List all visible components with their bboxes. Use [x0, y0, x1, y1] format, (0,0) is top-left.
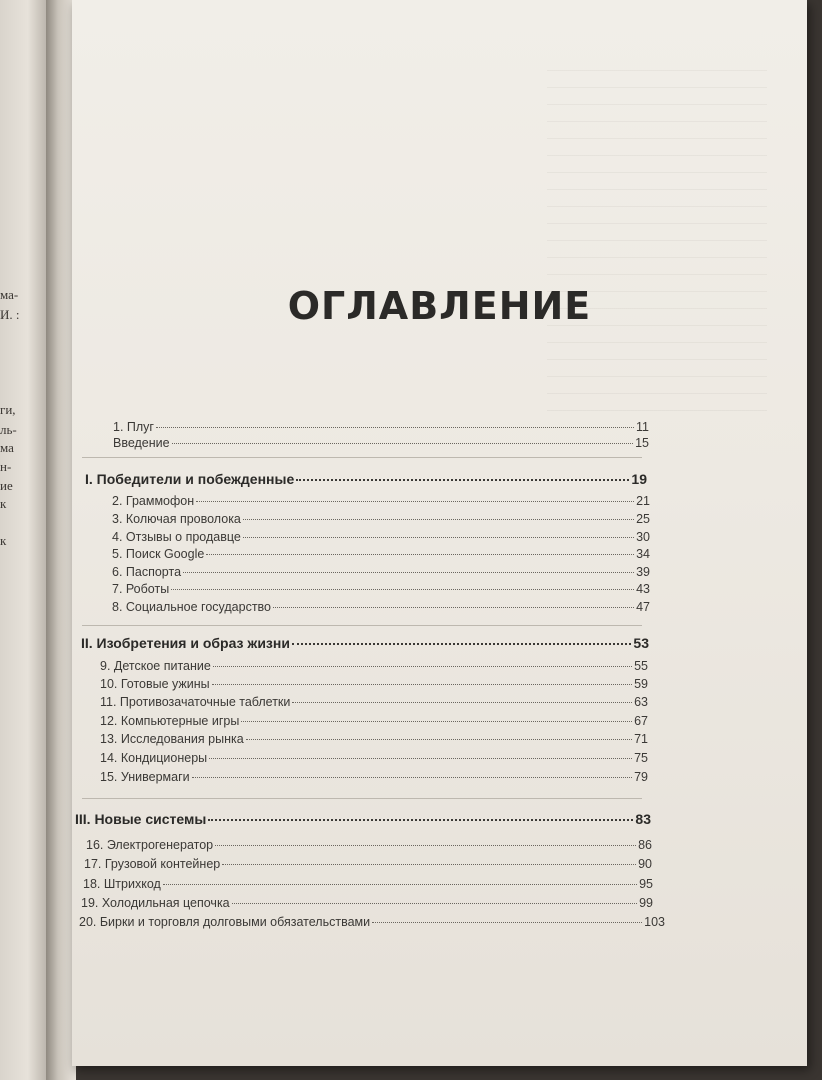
- toc-entry-page: 25: [636, 512, 650, 526]
- leader-dots: [196, 501, 634, 502]
- toc-entry-label: 20. Бирки и торговля долговыми обязательствами: [79, 915, 371, 929]
- toc-entry-page: 15: [635, 436, 649, 450]
- toc-entry[interactable]: [81, 896, 653, 910]
- leader-dots: [246, 739, 632, 740]
- left-page-text: к: [0, 533, 7, 548]
- toc-entry[interactable]: [112, 494, 650, 508]
- toc-entry[interactable]: [100, 677, 648, 691]
- toc-entry[interactable]: [100, 770, 648, 784]
- toc-entry-page: 99: [639, 896, 653, 910]
- section-divider: [82, 457, 642, 458]
- toc-entry-label: 7. Роботы: [112, 582, 170, 596]
- leader-dots: [243, 519, 634, 520]
- leader-dots: [212, 684, 632, 685]
- toc-page: [72, 0, 807, 1066]
- leader-dots: [156, 427, 634, 428]
- section-title: I. Победители и побежденные: [85, 471, 295, 487]
- toc-entry-page: 63: [634, 695, 648, 709]
- toc-section-heading[interactable]: [75, 811, 651, 827]
- section-page: 53: [633, 635, 649, 651]
- toc-entry-label: 4. Отзывы о продавце: [112, 530, 241, 544]
- leader-dots: [209, 758, 632, 759]
- leader-dots: [232, 903, 637, 904]
- toc-entry-label: 11. Противозачаточные таблетки: [100, 695, 291, 709]
- leader-dots: [273, 607, 634, 608]
- toc-section-heading[interactable]: [81, 635, 649, 651]
- toc-entry-label: 2. Граммофон: [112, 494, 195, 508]
- leader-dots: [292, 702, 632, 703]
- leader-dots: [213, 666, 632, 667]
- leader-dots: [241, 721, 632, 722]
- toc-entry[interactable]: [100, 714, 648, 728]
- section-page: 83: [635, 811, 651, 827]
- toc-entry-page: 95: [639, 877, 653, 891]
- toc-entry-label: 15. Универмаги: [100, 770, 190, 784]
- section-title: II. Изобретения и образ жизни: [81, 635, 290, 651]
- toc-entry-page: 21: [636, 494, 650, 508]
- left-page-text: ие: [0, 478, 13, 493]
- left-page-text: ги,: [0, 402, 16, 417]
- toc-entry[interactable]: [100, 732, 648, 746]
- toc-entry[interactable]: [100, 751, 648, 765]
- toc-entry[interactable]: [100, 659, 648, 673]
- toc-entry[interactable]: [112, 582, 650, 596]
- section-divider: [82, 625, 642, 626]
- toc-entry-label: 16. Электрогенератор: [86, 838, 214, 852]
- toc-entry[interactable]: [86, 838, 652, 852]
- toc-entry-page: 30: [636, 530, 650, 544]
- toc-entry[interactable]: [84, 857, 652, 871]
- leader-dots: [243, 537, 634, 538]
- toc-entry[interactable]: [112, 547, 650, 561]
- toc-entry-label: 19. Холодильная цепочка: [81, 896, 230, 910]
- toc-entry-label: 9. Детское питание: [100, 659, 211, 673]
- page-title: ОГЛАВЛЕНИЕ: [287, 284, 592, 328]
- left-page-text: н-: [0, 459, 12, 474]
- toc-entry[interactable]: [112, 600, 650, 614]
- toc-entry-page: 43: [636, 582, 650, 596]
- toc-entry-page: 47: [636, 600, 650, 614]
- table-of-contents: [72, 0, 807, 1066]
- section-title: III. Новые системы: [75, 811, 207, 827]
- toc-entry-page: 103: [644, 915, 665, 929]
- leader-dots: [172, 443, 633, 444]
- leader-dots: [171, 589, 634, 590]
- left-page-text: ма: [0, 440, 14, 455]
- leader-dots: [222, 864, 636, 865]
- toc-entry-label: 6. Паспорта: [112, 565, 182, 579]
- toc-entry-page: 79: [634, 770, 648, 784]
- toc-entry-page: 75: [634, 751, 648, 765]
- leader-dots: [292, 643, 631, 645]
- leader-dots: [296, 479, 629, 481]
- toc-entry[interactable]: [100, 695, 648, 709]
- toc-entry[interactable]: [112, 565, 650, 579]
- leader-dots: [163, 884, 637, 885]
- leader-dots: [372, 922, 642, 923]
- left-facing-page: [0, 0, 46, 1080]
- toc-entry[interactable]: [79, 915, 665, 929]
- toc-entry[interactable]: [112, 512, 650, 526]
- leader-dots: [215, 845, 636, 846]
- leader-dots: [192, 777, 632, 778]
- section-divider: [82, 798, 642, 799]
- toc-entry-label: 13. Исследования рынка: [100, 732, 244, 746]
- toc-entry[interactable]: [112, 530, 650, 544]
- leader-dots: [206, 554, 634, 555]
- left-page-text: ль-: [0, 422, 17, 437]
- toc-entry[interactable]: [113, 420, 649, 434]
- toc-entry-label: 5. Поиск Google: [112, 547, 205, 561]
- left-page-text: к: [0, 496, 7, 511]
- leader-dots: [208, 819, 633, 821]
- toc-entry-page: 39: [636, 565, 650, 579]
- toc-entry-page: 59: [634, 677, 648, 691]
- section-page: 19: [631, 471, 647, 487]
- toc-entry-label: 17. Грузовой контейнер: [84, 857, 221, 871]
- toc-entry-label: 10. Готовые ужины: [100, 677, 210, 691]
- toc-entry-page: 71: [634, 732, 648, 746]
- toc-entry-label: 8. Социальное государство: [112, 600, 272, 614]
- toc-entry-page: 90: [638, 857, 652, 871]
- toc-entry-label: 14. Кондиционеры: [100, 751, 208, 765]
- toc-entry-page: 67: [634, 714, 648, 728]
- leader-dots: [183, 572, 634, 573]
- toc-entry-page: 34: [636, 547, 650, 561]
- toc-entry-page: 11: [636, 420, 649, 434]
- toc-entry-label: 18. Штрихкод: [83, 877, 161, 891]
- toc-entry-label: 12. Компьютерные игры: [100, 714, 240, 728]
- toc-entry-page: 55: [634, 659, 648, 673]
- toc-entry[interactable]: [113, 436, 649, 450]
- toc-section-heading[interactable]: [85, 471, 647, 487]
- toc-entry-label: 1. Плуг: [113, 420, 154, 434]
- toc-entry-label: Введение: [113, 436, 170, 450]
- left-page-text: ма-: [0, 287, 19, 302]
- toc-entry-label: 3. Колючая проволока: [112, 512, 241, 526]
- left-page-text: И. :: [0, 307, 20, 322]
- toc-entry-page: 86: [638, 838, 652, 852]
- toc-entry[interactable]: [83, 877, 653, 891]
